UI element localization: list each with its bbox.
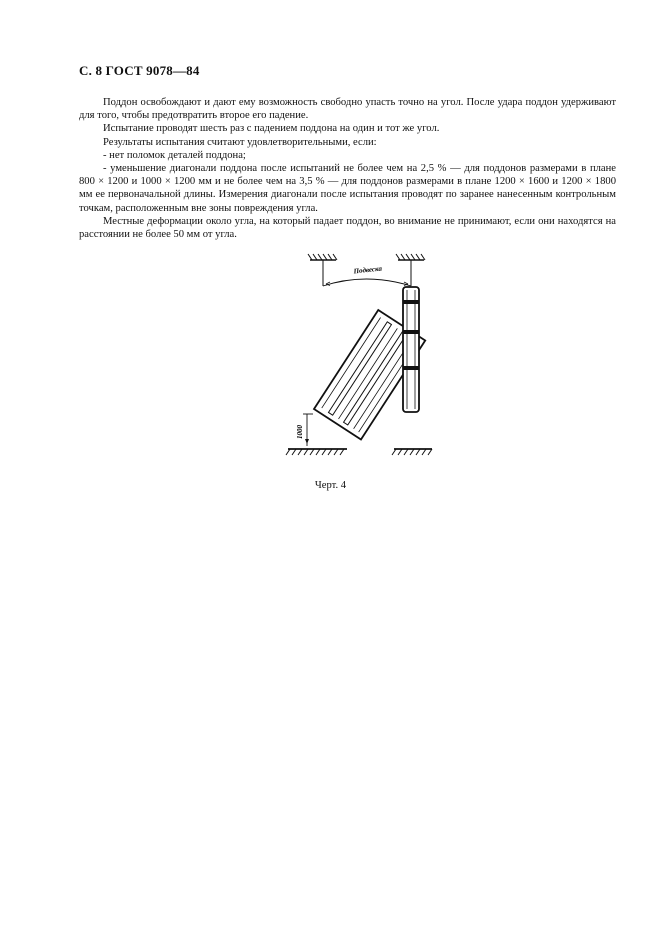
floor-right bbox=[392, 449, 432, 455]
figure-caption: Черт. 4 bbox=[314, 480, 347, 491]
list-item-no-breakage: - нет поломок деталей поддона; bbox=[103, 149, 246, 161]
floor-left bbox=[286, 449, 347, 455]
ceiling-left bbox=[308, 254, 337, 260]
body-text bbox=[79, 96, 616, 241]
drop-test-figure bbox=[270, 246, 450, 466]
upright-pallet bbox=[403, 287, 419, 412]
height-label: 1000 bbox=[296, 425, 304, 439]
paragraph-repeat: Испытание проводят шесть раз с падением поддона на один и тот же угол. bbox=[103, 123, 440, 135]
page-header: С. 8 ГОСТ 9078—84 bbox=[79, 63, 200, 78]
paragraph-results: Результаты испытания считают удовлетворительными, если: bbox=[103, 136, 377, 148]
paragraph-release: Поддон освобождают и дают ему возможность свободно упасть точно на угол. После удара поддон удерживают для того, чтобы предотвратить второе его падение. bbox=[79, 97, 616, 122]
list-item-diagonal: - уменьшение диагонали поддона после испытаний не более чем на 2,5 % — для поддонов размерами в плане 800 × 1200 и 1000 × 1200 мм и не более чем на 3,5 % — для поддонов размерами в плане 1200 × 1600 и 1200 × 1800 мм ее первоначальной длины. Измерения диагонали после испытания проводят по заранее нанесенным контрольным точкам, расположенным вне зоны повреждения угла. bbox=[79, 163, 616, 214]
paragraph-local-deformation: Местные деформации около угла, на который падает поддон, во внимание не принимают, если они находятся на расстоянии не более 50 мм от угла. bbox=[79, 215, 616, 241]
ceiling-right bbox=[396, 254, 425, 260]
drop-test-diagram bbox=[270, 246, 450, 466]
sling-arc bbox=[323, 279, 411, 286]
sling-label: Подвеска bbox=[353, 264, 383, 276]
